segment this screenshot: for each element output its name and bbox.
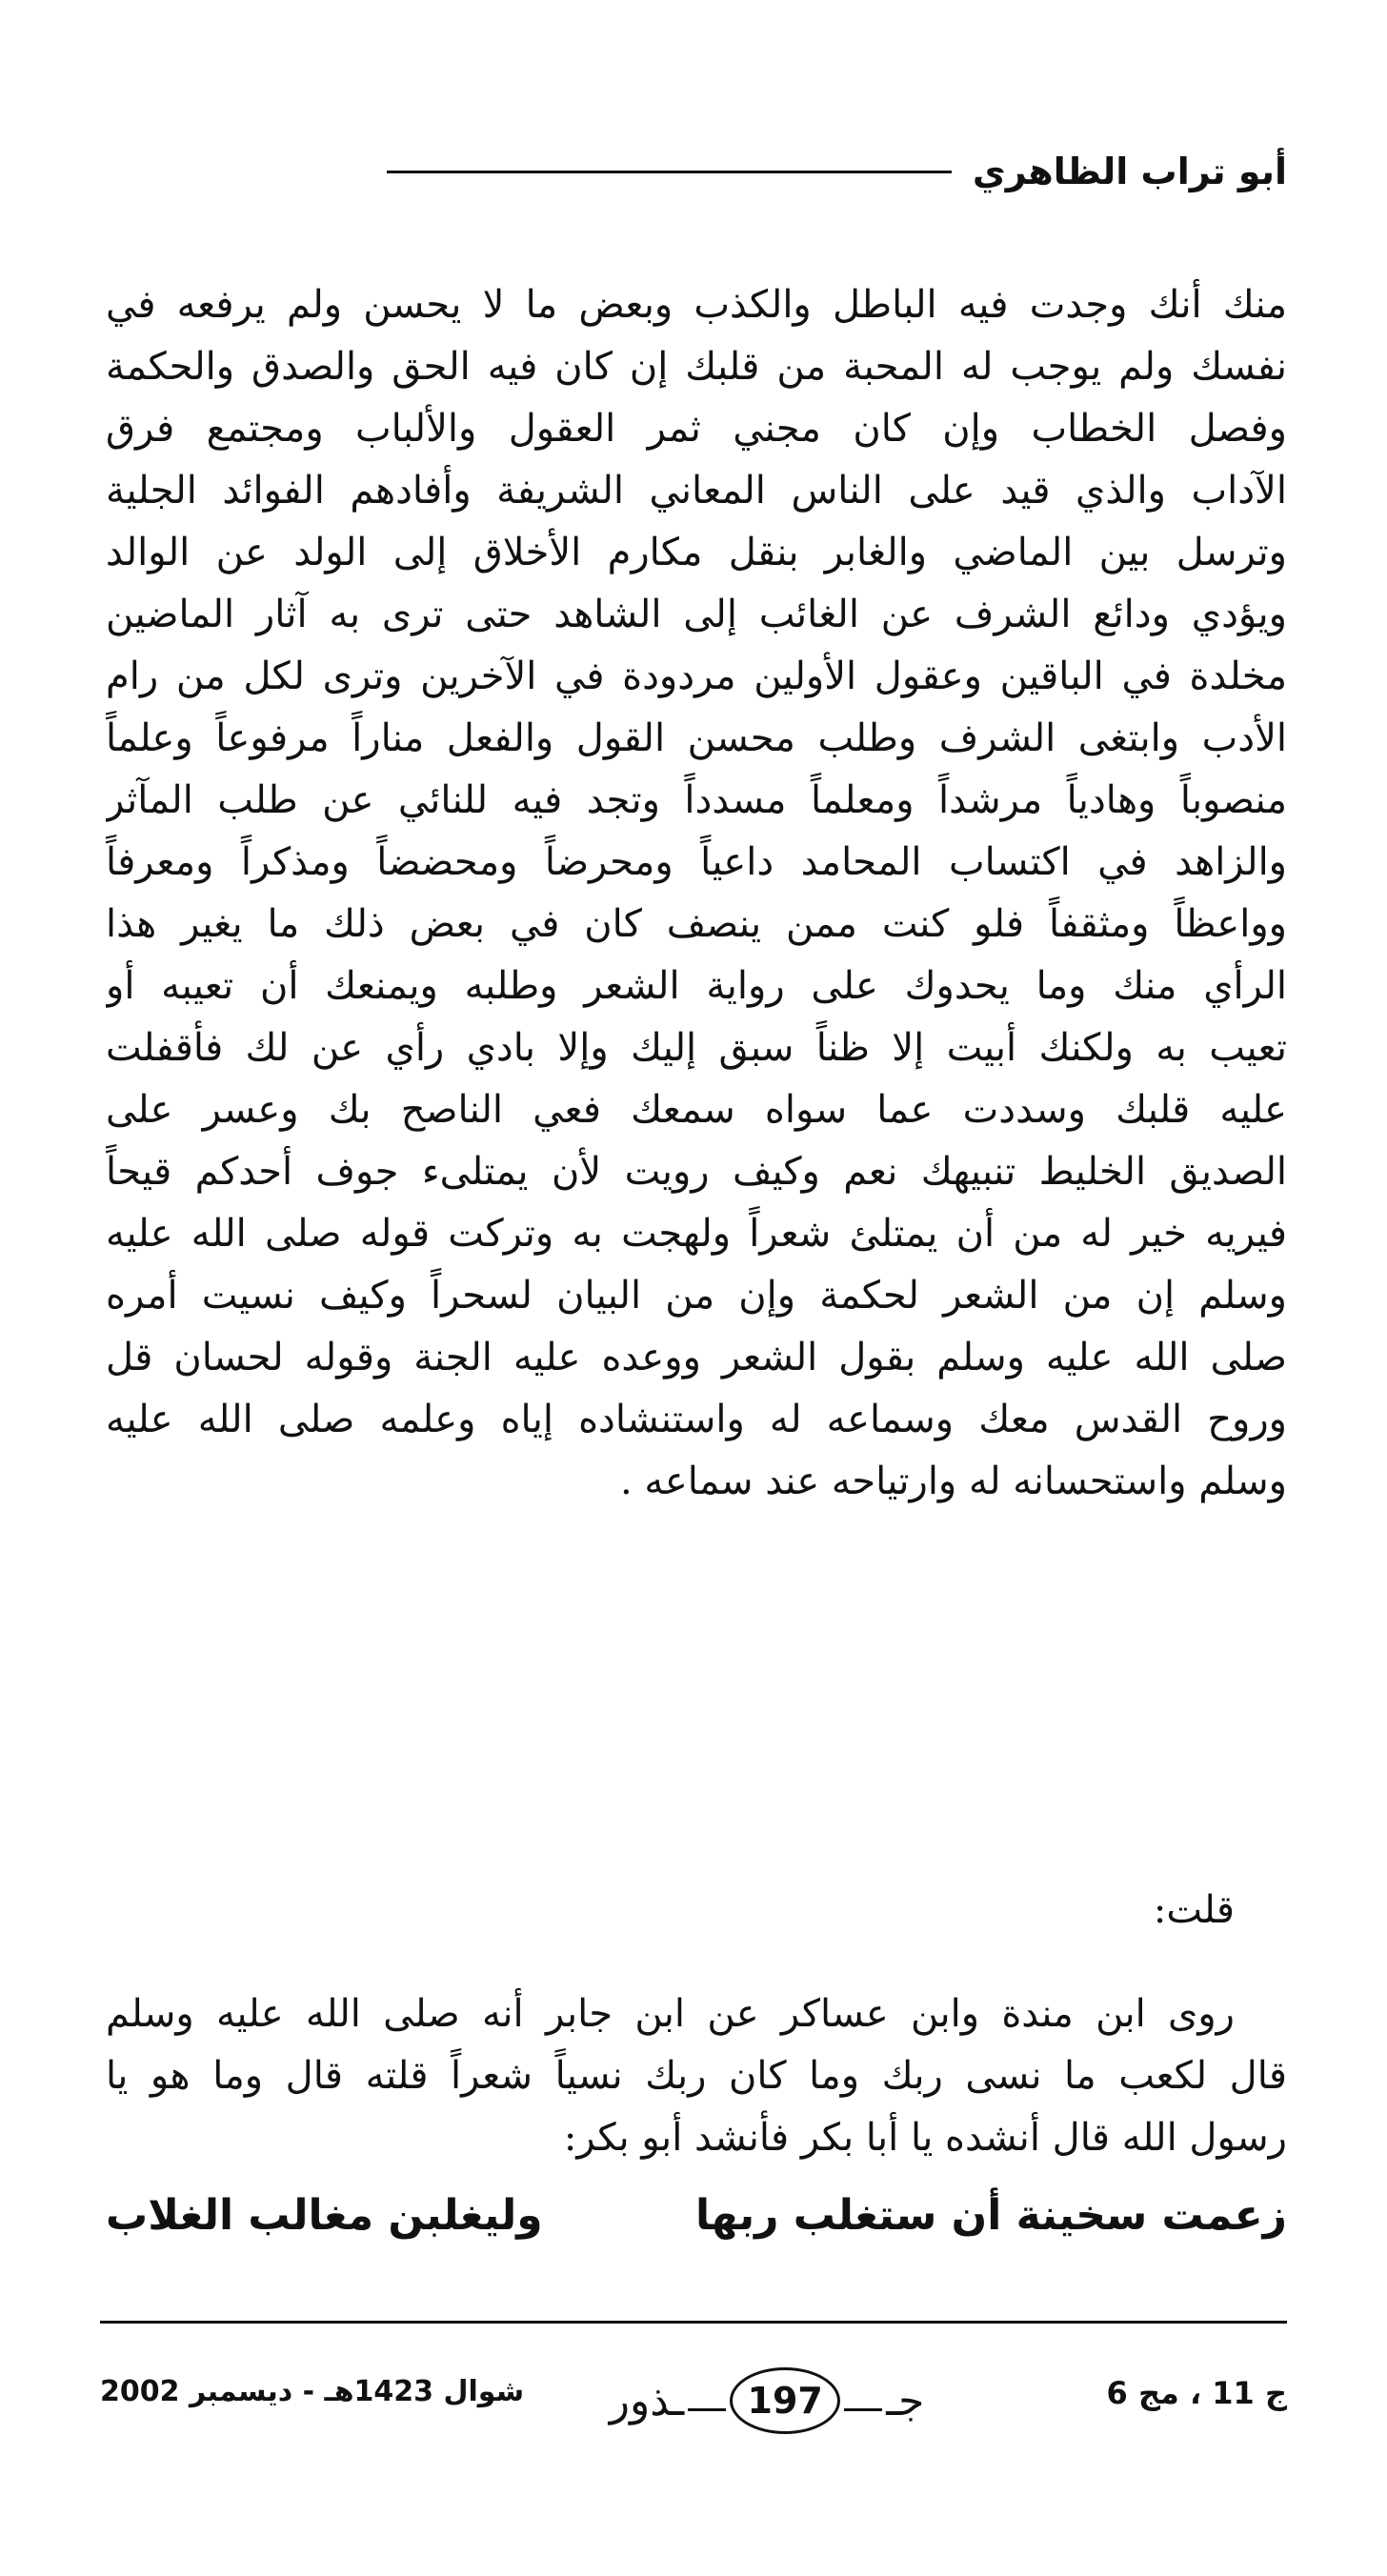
running-title: أبو تراب الظاهري xyxy=(972,151,1287,192)
verse-first-hemistich: زعمت سخينة أن ستغلب ربها xyxy=(695,2191,1287,2240)
issue-date: شوال 1423هـ - ديسمبر 2002 xyxy=(100,2375,525,2408)
text-line: قال لكعب ما نسى ربك وما كان ربك نسياً شعراً قلته قال وما هو يا xyxy=(106,2054,1287,2098)
text-line: رسول الله قال أنشده يا أبا بكر فأنشد أبو بكر: xyxy=(563,2116,1287,2160)
magazine-brand xyxy=(595,2358,938,2444)
brand-connector xyxy=(688,2408,726,2411)
running-header xyxy=(101,143,1287,200)
text-line: والزاهد في اكتساب المحامد داعياً ومحرضاً ومحضضاً ومذكراً ومعرفاً xyxy=(106,840,1287,884)
text-line: الصديق الخليط تنبيهك نعم وكيف رويت لأن يمتلىء جوف أحدكم قيحاً xyxy=(106,1150,1287,1194)
text-line: منك أنك وجدت فيه الباطل والكذب وبعض ما لا يحسن ولم يرفعه في xyxy=(106,283,1287,327)
text-line: عليه قلبك وسددت عما سواه سمعك فعي الناصح بك وعسر على xyxy=(106,1088,1287,1132)
brand-connector xyxy=(844,2408,882,2411)
page-number: 197 xyxy=(730,2367,840,2434)
brand-suffix: ـذور xyxy=(609,2376,685,2425)
text-line: نفسك ولم يوجب له المحبة من قلبك إن كان فيه الحق والصدق والحكمة xyxy=(106,345,1287,389)
body-paragraph xyxy=(106,274,1287,1513)
text-line: الأدب وابتغى الشرف وطلب محسن القول والفعل مناراً مرفوعاً وعلماً xyxy=(106,716,1287,760)
header-rule xyxy=(387,171,952,173)
quote-paragraph xyxy=(106,1983,1287,2169)
text-line: مخلدة في الباقين وعقول الأولين مردودة في الآخرين وترى لكل من رام xyxy=(106,654,1287,698)
text-line: وروح القدس معك وسماعه له واستنشاده إياه وعلمه صلى الله عليه xyxy=(106,1398,1287,1441)
section-label: قلت: xyxy=(1153,1888,1235,1932)
text-line: روى ابن مندة وابن عساكر عن ابن جابر أنه صلى الله عليه وسلم xyxy=(106,1992,1235,2036)
poetry-verse xyxy=(106,2191,1287,2240)
text-line: وترسل بين الماضي والغابر بنقل مكارم الأخلاق إلى الولد عن الوالد xyxy=(106,531,1287,574)
issue-info: ج 11 ، مج 6 xyxy=(1106,2375,1287,2411)
text-line: وواعظاً ومثقفاً فلو كنت ممن ينصف كان في بعض ذلك ما يغير هذا xyxy=(106,902,1287,946)
brand-prefix: جـ xyxy=(886,2376,925,2425)
text-line: فيريه خير له من أن يمتلئ شعراً ولهجت به وتركت قوله صلى الله عليه xyxy=(106,1212,1287,1256)
verse-second-hemistich: وليغلبن مغالب الغلاب xyxy=(106,2191,543,2240)
footer-rule xyxy=(100,2321,1287,2324)
page-footer xyxy=(100,2358,1287,2444)
text-line: وسلم إن من الشعر لحكمة وإن من البيان لسحراً وكيف نسيت أمره xyxy=(106,1274,1287,1318)
text-line: ويؤدي ودائع الشرف عن الغائب إلى الشاهد حتى ترى به آثار الماضين xyxy=(106,593,1287,636)
text-line: صلى الله عليه وسلم بقول الشعر ووعده عليه الجنة وقوله لحسان قل xyxy=(106,1336,1287,1379)
text-line: الرأي منك وما يحدوك على رواية الشعر وطلبه ويمنعك أن تعيبه أو xyxy=(106,964,1287,1008)
text-line: وفصل الخطاب وإن كان مجني ثمر العقول والألباب ومجتمع فرق xyxy=(106,407,1287,451)
text-line: منصوباً وهادياً مرشداً ومعلماً مسدداً وتجد فيه للنائي عن طلب المآثر xyxy=(106,778,1287,822)
text-line: تعيب به ولكنك أبيت إلا ظناً سبق إليك وإلا بادي رأي عن لك فأقفلت xyxy=(106,1026,1287,1070)
text-line: الآداب والذي قيد على الناس المعاني الشريفة وأفادهم الفوائد الجلية xyxy=(106,469,1287,513)
text-line: وسلم واستحسانه له وارتياحه عند سماعه . xyxy=(620,1459,1287,1503)
